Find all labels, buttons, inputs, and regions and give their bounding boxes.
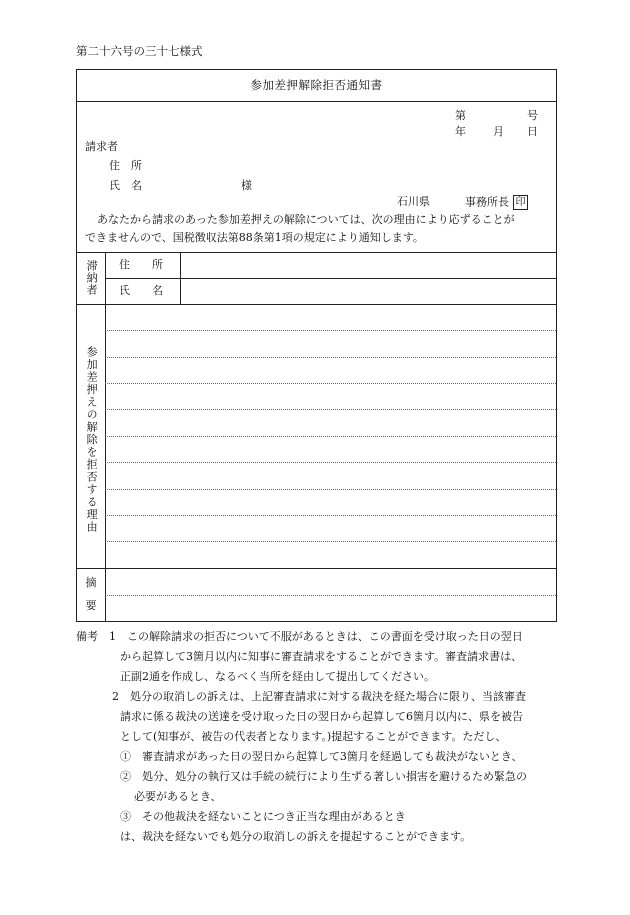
number-go: 号 bbox=[527, 109, 538, 122]
rule bbox=[77, 304, 556, 305]
note-line: 備考 1 この解除請求の拒否について不服があるときは、この書面を受け取った日の翌日 bbox=[76, 630, 523, 643]
note-line: 請求に係る裁決の送達を受け取った日の翌日から起算して6箇月以内に、県を被告 bbox=[120, 710, 523, 723]
dotted-line bbox=[105, 409, 556, 410]
date-year: 年 bbox=[455, 125, 466, 138]
note-line: 正副2通を作成し、なるべく当所を経由して提出してください。 bbox=[120, 670, 435, 683]
issuer-prefecture: 石川県 bbox=[397, 195, 430, 208]
note-line: 2 処分の取消しの訴えは、上記審査請求に対する裁決を経た場合に限り、当該審査 bbox=[112, 690, 526, 703]
requester-label: 請求者 bbox=[85, 140, 118, 153]
note-line: ② 処分、処分の執行又は手続の続行により生ずる著しい損害を避けるため緊急の bbox=[120, 770, 527, 783]
note-line: から起算して3箇月以内に知事に審査請求をすることができます。審査請求書は、 bbox=[120, 650, 523, 663]
note-line: は、裁決を経ないでも処分の取消しの訴えを提起することができます。 bbox=[120, 830, 472, 843]
notice-body-line-2: できませんので、国税徴収法第88条第1項の規定により通知します。 bbox=[85, 231, 424, 244]
dotted-line bbox=[105, 489, 556, 490]
reason-label: 参加差押えの解除を拒否する理由 bbox=[85, 346, 99, 534]
note-line: として(知事が、被告の代表者となります。)提起することができます。ただし、 bbox=[120, 730, 507, 743]
form-title: 参加差押解除拒否通知書 bbox=[77, 70, 556, 102]
seal-stamp: 印 bbox=[513, 195, 528, 210]
requester-address-label: 住 所 bbox=[109, 159, 142, 172]
requester-name-label: 氏 名 bbox=[109, 179, 142, 192]
dotted-line bbox=[105, 595, 556, 596]
dotted-line bbox=[105, 515, 556, 516]
taino-address-label: 住 所 bbox=[119, 257, 163, 271]
tekiyo-char-2: 要 bbox=[85, 599, 97, 613]
taino-label: 滞納者 bbox=[85, 260, 99, 296]
note-line: ③ その他裁決を経ないことにつき正当な理由があるとき bbox=[120, 810, 406, 823]
issuer-office-title: 事務所長 bbox=[465, 195, 509, 209]
date-day: 日 bbox=[527, 125, 538, 138]
note-line: 必要があるとき、 bbox=[134, 790, 222, 803]
tekiyo-label bbox=[77, 568, 105, 622]
dotted-line bbox=[105, 357, 556, 358]
taino-name-label: 氏 名 bbox=[119, 283, 163, 297]
dotted-line bbox=[105, 436, 556, 437]
dotted-line bbox=[105, 462, 556, 463]
note-line: ① 審査請求があった日の翌日から起算して3箇月を経過しても裁決がないとき、 bbox=[120, 750, 523, 763]
dotted-line bbox=[105, 330, 556, 331]
issuer-office bbox=[465, 195, 528, 210]
notice-body-line-1: あなたから請求のあった参加差押えの解除については、次の理由により応ずることが bbox=[97, 213, 515, 226]
dotted-line bbox=[105, 383, 556, 384]
number-dai: 第 bbox=[455, 109, 466, 122]
date-month: 月 bbox=[493, 125, 504, 138]
tekiyo-char-1: 摘 bbox=[85, 576, 97, 590]
honorific-sama: 様 bbox=[241, 179, 252, 192]
dotted-line bbox=[105, 541, 556, 542]
rule bbox=[77, 568, 556, 569]
form-number: 第二十六号の三十七様式 bbox=[76, 44, 203, 58]
notice-form bbox=[76, 69, 557, 622]
